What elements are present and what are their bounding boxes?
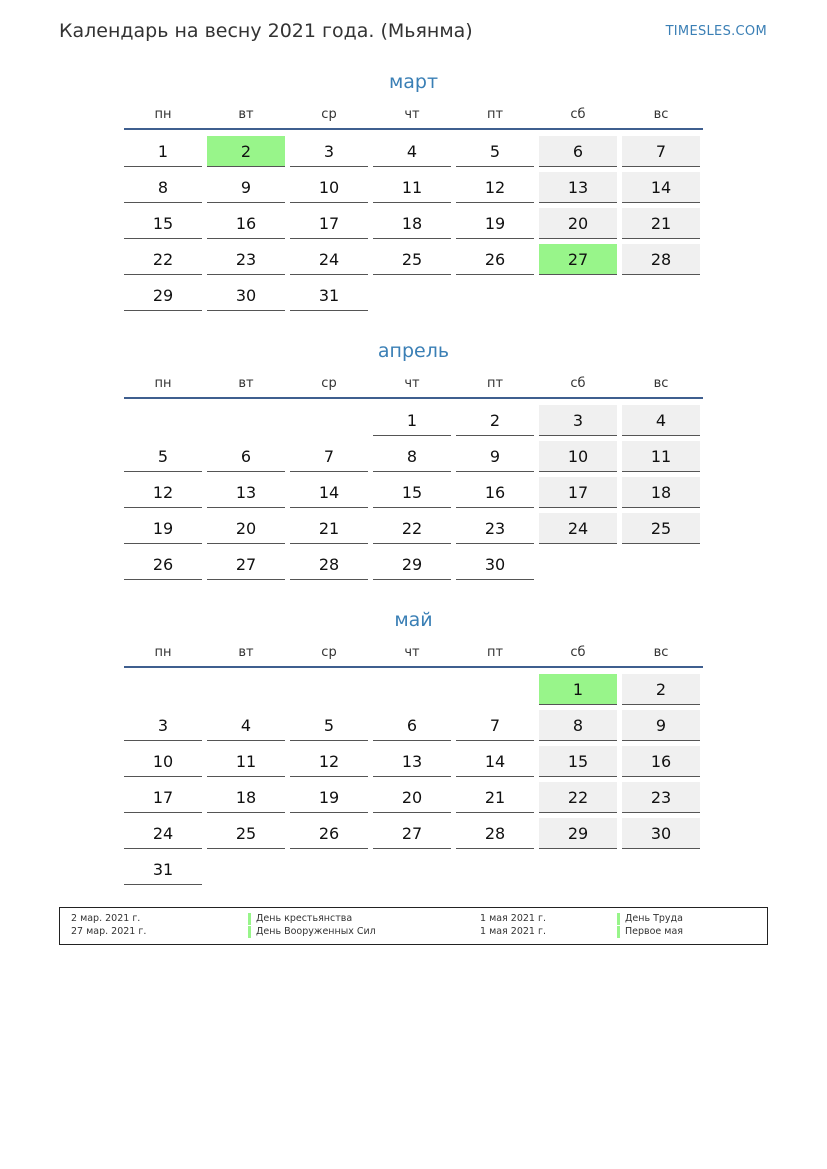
- week-row: [124, 136, 703, 167]
- week-row: [124, 818, 703, 849]
- day-cell: 15: [124, 208, 202, 239]
- day-cell: 30: [207, 280, 285, 311]
- day-cell: 26: [124, 549, 202, 580]
- holiday-name: Первое мая: [617, 926, 683, 938]
- day-cell: 4: [207, 710, 285, 741]
- weekday-header: [124, 375, 703, 399]
- weekday-label: вс: [653, 645, 669, 660]
- weekday-label: сб: [570, 376, 586, 391]
- weekday-label: пт: [486, 645, 504, 660]
- day-cell: 4: [622, 405, 700, 436]
- day-cell: 21: [622, 208, 700, 239]
- day-cell: 17: [539, 477, 617, 508]
- day-cell: 16: [207, 208, 285, 239]
- day-cell: 8: [373, 441, 451, 472]
- day-cell: 24: [124, 818, 202, 849]
- empty-cell: [207, 405, 285, 436]
- week-row: [124, 244, 703, 275]
- day-cell: 25: [373, 244, 451, 275]
- holiday-date: 27 мар. 2021 г.: [71, 926, 147, 937]
- weekday-label: пн: [154, 107, 172, 122]
- day-cell: 20: [207, 513, 285, 544]
- day-cell: 29: [373, 549, 451, 580]
- day-cell: 1: [124, 136, 202, 167]
- day-cell: 5: [456, 136, 534, 167]
- weekday-label: ср: [321, 376, 337, 391]
- day-cell: 31: [290, 280, 368, 311]
- empty-cell: [207, 674, 285, 705]
- day-cell: 16: [456, 477, 534, 508]
- day-cell: 7: [622, 136, 700, 167]
- weekday-label: пн: [154, 376, 172, 391]
- day-cell: 15: [539, 746, 617, 777]
- empty-cell: [290, 854, 368, 885]
- holiday-name: День Вооруженных Сил: [248, 926, 376, 938]
- weekday-label: сб: [570, 107, 586, 122]
- empty-cell: [456, 854, 534, 885]
- holiday-name: День крестьянства: [248, 913, 352, 925]
- holiday-day-cell: 2: [207, 136, 285, 167]
- empty-cell: [124, 674, 202, 705]
- day-cell: 6: [207, 441, 285, 472]
- day-cell: 28: [290, 549, 368, 580]
- day-cell: 12: [456, 172, 534, 203]
- day-cell: 6: [373, 710, 451, 741]
- day-cell: 7: [456, 710, 534, 741]
- day-cell: 16: [622, 746, 700, 777]
- holiday-day-cell: 1: [539, 674, 617, 705]
- day-cell: 31: [124, 854, 202, 885]
- day-cell: 3: [539, 405, 617, 436]
- holiday-date: 1 мая 2021 г.: [480, 913, 546, 924]
- day-cell: 14: [622, 172, 700, 203]
- day-cell: 3: [290, 136, 368, 167]
- empty-cell: [456, 280, 534, 311]
- day-cell: 17: [124, 782, 202, 813]
- weekday-label: чт: [404, 645, 420, 660]
- day-cell: 24: [290, 244, 368, 275]
- day-cell: 13: [207, 477, 285, 508]
- holiday-date: 1 мая 2021 г.: [480, 926, 546, 937]
- empty-cell: [124, 405, 202, 436]
- day-cell: 11: [373, 172, 451, 203]
- day-cell: 17: [290, 208, 368, 239]
- weekday-label: вс: [653, 376, 669, 391]
- week-row: [124, 405, 703, 436]
- empty-cell: [622, 549, 700, 580]
- day-cell: 5: [124, 441, 202, 472]
- holiday-legend: [59, 907, 768, 945]
- day-cell: 26: [456, 244, 534, 275]
- weekday-label: вт: [238, 376, 254, 391]
- weekday-header: [124, 106, 703, 130]
- week-row: [124, 549, 703, 580]
- day-cell: 23: [207, 244, 285, 275]
- month-title: апрель: [377, 340, 450, 362]
- weekday-label: чт: [404, 107, 420, 122]
- holiday-day-cell: 27: [539, 244, 617, 275]
- week-row: [124, 710, 703, 741]
- holiday-name: День Труда: [617, 913, 683, 925]
- day-cell: 3: [124, 710, 202, 741]
- day-cell: 29: [124, 280, 202, 311]
- week-row: [124, 441, 703, 472]
- day-cell: 20: [539, 208, 617, 239]
- day-cell: 14: [290, 477, 368, 508]
- empty-cell: [207, 854, 285, 885]
- day-cell: 9: [622, 710, 700, 741]
- weekday-label: чт: [404, 376, 420, 391]
- weekday-label: пт: [486, 376, 504, 391]
- day-cell: 18: [207, 782, 285, 813]
- day-cell: 4: [373, 136, 451, 167]
- day-cell: 30: [622, 818, 700, 849]
- day-cell: 28: [622, 244, 700, 275]
- day-cell: 19: [290, 782, 368, 813]
- day-cell: 1: [373, 405, 451, 436]
- day-cell: 12: [290, 746, 368, 777]
- day-cell: 5: [290, 710, 368, 741]
- weekday-label: ср: [321, 645, 337, 660]
- empty-cell: [373, 674, 451, 705]
- day-cell: 6: [539, 136, 617, 167]
- day-cell: 9: [207, 172, 285, 203]
- weekday-label: вс: [653, 107, 669, 122]
- month-block: [124, 70, 703, 311]
- week-row: [124, 172, 703, 203]
- empty-cell: [539, 549, 617, 580]
- empty-cell: [539, 854, 617, 885]
- day-cell: 8: [539, 710, 617, 741]
- day-cell: 21: [456, 782, 534, 813]
- weekday-label: пн: [154, 645, 172, 660]
- day-cell: 12: [124, 477, 202, 508]
- day-cell: 23: [456, 513, 534, 544]
- day-cell: 23: [622, 782, 700, 813]
- day-cell: 8: [124, 172, 202, 203]
- day-cell: 14: [456, 746, 534, 777]
- day-cell: 13: [373, 746, 451, 777]
- day-cell: 18: [622, 477, 700, 508]
- day-cell: 7: [290, 441, 368, 472]
- day-cell: 10: [124, 746, 202, 777]
- day-cell: 2: [456, 405, 534, 436]
- day-cell: 15: [373, 477, 451, 508]
- weekday-label: пт: [486, 107, 504, 122]
- weekday-label: вт: [238, 107, 254, 122]
- day-cell: 28: [456, 818, 534, 849]
- day-cell: 11: [622, 441, 700, 472]
- month-title: март: [388, 71, 439, 93]
- day-cell: 11: [207, 746, 285, 777]
- day-cell: 2: [622, 674, 700, 705]
- week-row: [124, 746, 703, 777]
- empty-cell: [290, 674, 368, 705]
- empty-cell: [539, 280, 617, 311]
- day-cell: 21: [290, 513, 368, 544]
- empty-cell: [622, 280, 700, 311]
- day-cell: 19: [456, 208, 534, 239]
- empty-cell: [290, 405, 368, 436]
- site-link[interactable]: TIMESLES.COM: [665, 24, 767, 39]
- day-cell: 30: [456, 549, 534, 580]
- week-row: [124, 854, 703, 885]
- day-cell: 19: [124, 513, 202, 544]
- day-cell: 13: [539, 172, 617, 203]
- week-row: [124, 513, 703, 544]
- day-cell: 26: [290, 818, 368, 849]
- day-cell: 22: [124, 244, 202, 275]
- day-cell: 10: [290, 172, 368, 203]
- day-cell: 10: [539, 441, 617, 472]
- day-cell: 9: [456, 441, 534, 472]
- day-cell: 22: [539, 782, 617, 813]
- month-block: [124, 608, 703, 885]
- day-cell: 22: [373, 513, 451, 544]
- week-row: [124, 208, 703, 239]
- day-cell: 24: [539, 513, 617, 544]
- week-row: [124, 477, 703, 508]
- weekday-label: ср: [321, 107, 337, 122]
- weekday-label: вт: [238, 645, 254, 660]
- holiday-date: 2 мар. 2021 г.: [71, 913, 141, 924]
- week-row: [124, 280, 703, 311]
- empty-cell: [456, 674, 534, 705]
- week-row: [124, 782, 703, 813]
- weekday-header: [124, 644, 703, 668]
- page-title: Календарь на весну 2021 года. (Мьянма): [59, 20, 473, 42]
- day-cell: 27: [207, 549, 285, 580]
- empty-cell: [622, 854, 700, 885]
- empty-cell: [373, 280, 451, 311]
- week-row: [124, 674, 703, 705]
- day-cell: 20: [373, 782, 451, 813]
- day-cell: 25: [622, 513, 700, 544]
- day-cell: 18: [373, 208, 451, 239]
- empty-cell: [373, 854, 451, 885]
- weekday-label: сб: [570, 645, 586, 660]
- month-block: [124, 339, 703, 580]
- month-title: май: [394, 609, 433, 631]
- day-cell: 25: [207, 818, 285, 849]
- day-cell: 29: [539, 818, 617, 849]
- day-cell: 27: [373, 818, 451, 849]
